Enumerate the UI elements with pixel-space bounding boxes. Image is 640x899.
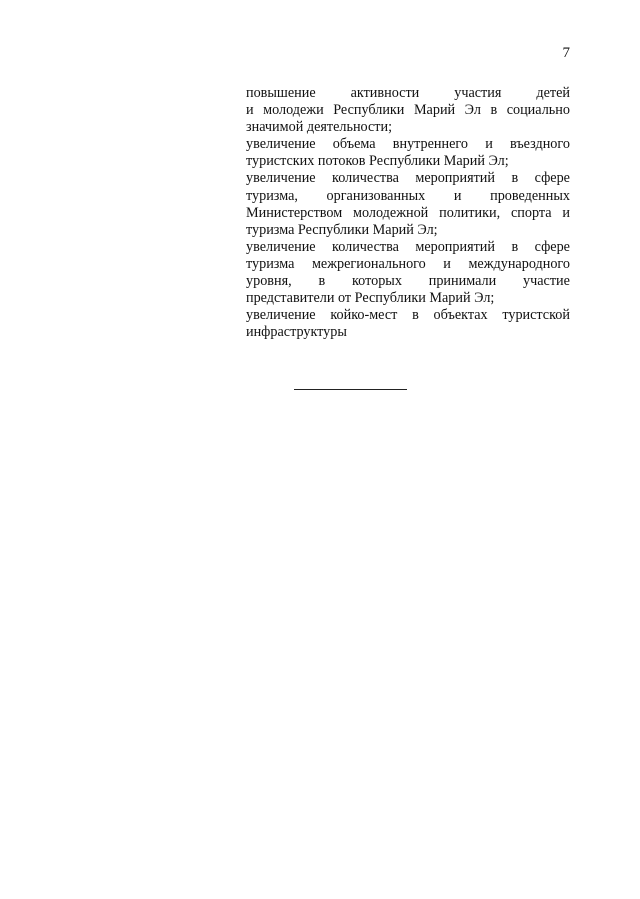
text-word: и — [246, 102, 254, 119]
text-word: инфраструктуры — [246, 324, 347, 341]
text-word: Марий — [443, 153, 485, 170]
text-word: Марий — [372, 221, 414, 238]
text-line — [246, 85, 570, 102]
document-body — [246, 85, 570, 341]
text-word: международного — [468, 255, 570, 272]
text-line — [246, 290, 570, 307]
end-separator-line — [294, 389, 407, 390]
text-word: туризма — [246, 221, 295, 238]
text-line — [246, 256, 570, 273]
text-word: объема — [332, 136, 376, 153]
text-word: повышение — [246, 85, 316, 101]
text-word: политики, — [439, 204, 501, 221]
text-line — [246, 153, 570, 170]
text-line — [246, 307, 570, 324]
text-word: Республики — [354, 290, 426, 307]
text-word: увеличение — [246, 307, 316, 324]
text-word: Марий — [413, 102, 456, 119]
text-word: Республики — [333, 102, 405, 119]
text-line — [246, 170, 570, 187]
text-word: потоков — [317, 153, 366, 170]
text-word: туризма, — [246, 187, 298, 204]
text-word: увеличение — [246, 238, 316, 255]
text-word: въездного — [509, 136, 570, 153]
text-word: в — [490, 102, 498, 119]
text-word: молодежи — [263, 102, 324, 119]
text-word: туризма — [246, 255, 295, 272]
text-word: Министерством — [246, 204, 343, 221]
text-word: Республики — [297, 221, 370, 238]
text-word: увеличение — [246, 136, 316, 153]
text-word: и — [443, 255, 451, 272]
text-word: сфере — [534, 170, 570, 187]
text-word: в — [511, 238, 519, 255]
text-word: мероприятий — [415, 170, 495, 187]
text-word: активности — [350, 85, 420, 101]
text-word: и — [562, 204, 570, 221]
text-line — [246, 273, 570, 290]
text-word: количества — [332, 238, 399, 255]
text-line — [246, 188, 570, 205]
text-line — [246, 136, 570, 153]
text-word: социально — [506, 102, 570, 119]
text-word: уровня, — [246, 273, 292, 290]
text-word: участия — [454, 85, 502, 101]
text-word: объектах — [433, 307, 488, 324]
text-word: проведенных — [490, 187, 570, 204]
text-word: принимали — [428, 273, 497, 290]
text-word: которых — [352, 273, 402, 290]
text-word: Республики — [369, 153, 441, 170]
text-word: сфере — [534, 238, 570, 255]
text-word: внутреннего — [392, 136, 468, 153]
text-line — [246, 324, 570, 341]
text-word: значимой — [246, 119, 304, 136]
text-word: в — [511, 170, 519, 187]
text-line — [246, 239, 570, 256]
page-number: 7 — [562, 45, 570, 61]
text-word: организованных — [326, 187, 426, 204]
text-word: увеличение — [246, 170, 316, 187]
text-word: детей — [536, 85, 570, 101]
text-word: и — [453, 187, 462, 204]
text-word: в — [318, 273, 326, 290]
text-word: участие — [523, 273, 570, 290]
text-word: Эл; — [474, 290, 495, 307]
text-word: туристской — [502, 307, 570, 324]
text-word: мероприятий — [415, 238, 495, 255]
text-word: в — [412, 307, 419, 324]
text-line — [246, 102, 570, 119]
text-word: от — [338, 290, 352, 307]
text-word: представители — [246, 290, 335, 307]
text-word: туристских — [246, 153, 315, 170]
text-word: межрегионального — [311, 255, 426, 272]
text-word: Марий — [429, 290, 471, 307]
text-line — [246, 222, 570, 239]
text-line — [246, 119, 570, 136]
text-word: молодежной — [353, 204, 429, 221]
text-word: спорта — [510, 204, 552, 221]
text-word: деятельности; — [306, 119, 393, 136]
text-word: и — [485, 136, 493, 153]
text-word: Эл; — [488, 153, 509, 170]
text-word: Эл — [464, 102, 481, 119]
text-word: койко-мест — [330, 307, 398, 324]
text-word: количества — [332, 170, 399, 187]
text-word: Эл; — [417, 221, 438, 238]
text-line — [246, 205, 570, 222]
